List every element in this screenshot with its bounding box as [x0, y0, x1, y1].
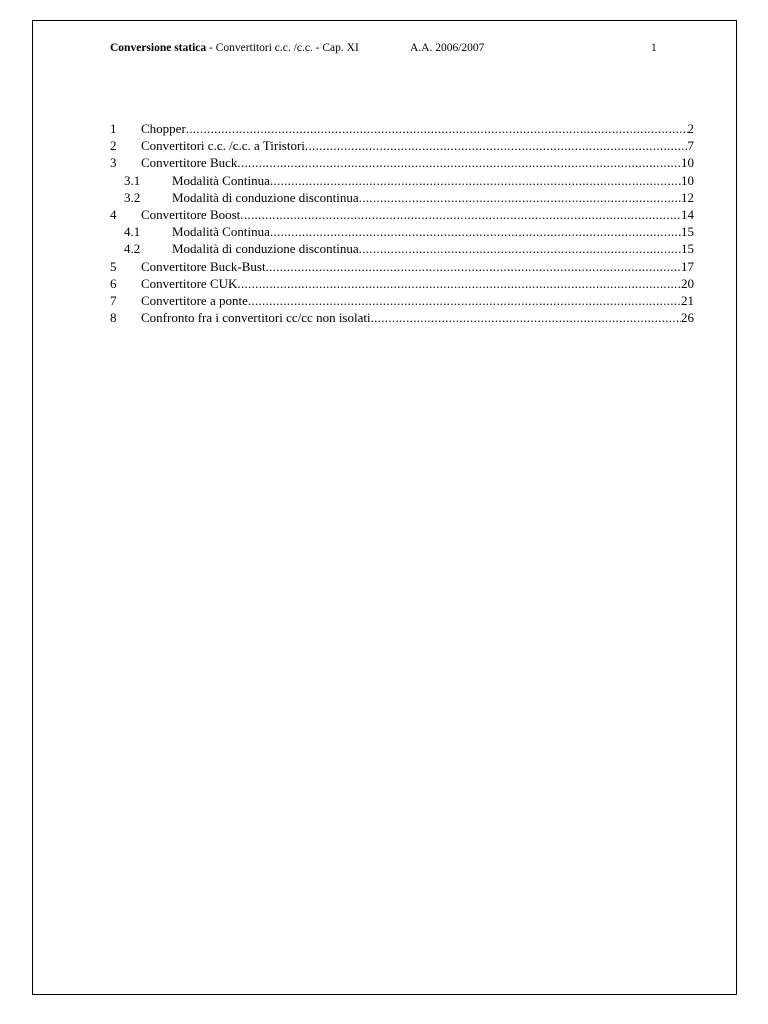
toc-entry-number: 1	[110, 121, 117, 136]
toc-entry[interactable]	[110, 275, 694, 292]
toc-entry-title[interactable]: Convertitori c.c. /c.c. a Tiristori	[141, 138, 305, 154]
toc-entry-page: 15	[681, 224, 694, 240]
toc-entry-page: 26	[681, 310, 694, 326]
header-academic-year: A.A. 2006/2007	[410, 42, 485, 54]
toc-entry-number: 2	[110, 138, 117, 154]
page-header	[110, 40, 660, 56]
toc-dot-leader	[237, 154, 681, 171]
toc-entry[interactable]	[110, 154, 694, 171]
toc-dot-leader	[270, 172, 681, 189]
toc-entry-title[interactable]: Modalità Continua	[172, 224, 270, 240]
header-title-bold: Conversione statica	[110, 42, 207, 54]
table-of-contents	[110, 120, 694, 326]
header-page-number: 1	[651, 42, 657, 54]
toc-entry-page: 21	[681, 292, 694, 308]
toc-entry-title[interactable]: Convertitore a ponte	[141, 292, 248, 308]
toc-entry-page: 15	[681, 241, 694, 257]
toc-dot-leader	[240, 206, 681, 223]
toc-entry[interactable]	[110, 258, 694, 275]
toc-subentry[interactable]	[110, 172, 694, 189]
toc-dot-leader	[359, 189, 681, 206]
toc-entry[interactable]	[110, 120, 694, 137]
toc-entry[interactable]	[110, 206, 694, 223]
toc-entry-title[interactable]: Convertitore CUK	[141, 275, 238, 291]
toc-entry-title[interactable]: Convertitore Buck	[141, 155, 238, 171]
toc-entry-number: 8	[110, 310, 117, 326]
toc-entry-number: 5	[110, 258, 117, 274]
toc-entry-number: 6	[110, 275, 117, 291]
toc-entry-number: 4.2	[124, 241, 141, 257]
toc-entry-title[interactable]: Modalità Continua	[172, 172, 270, 188]
toc-entry-page: 10	[681, 172, 694, 188]
toc-dot-leader	[359, 240, 681, 257]
toc-entry-title[interactable]: Modalità di conduzione discontinua	[172, 241, 359, 257]
toc-dot-leader	[270, 223, 681, 240]
toc-entry-number: 3.2	[124, 189, 141, 205]
toc-entry-page: 2	[687, 121, 694, 136]
toc-entry[interactable]	[110, 292, 694, 309]
toc-dot-leader	[371, 309, 681, 326]
toc-entry-number: 3.1	[124, 172, 141, 188]
header-title-rest: - Convertitori c.c. /c.c. - Cap. XI	[206, 42, 359, 54]
toc-entry-title[interactable]: Confronto fra i convertitori cc/cc non isolati	[141, 310, 371, 326]
toc-entry-number: 4	[110, 206, 117, 222]
toc-dot-leader	[305, 137, 688, 154]
toc-subentry[interactable]	[110, 189, 694, 206]
toc-subentry[interactable]	[110, 240, 694, 257]
toc-entry-number: 7	[110, 292, 117, 308]
toc-dot-leader	[237, 275, 681, 292]
toc-subentry[interactable]	[110, 223, 694, 240]
toc-entry-title[interactable]: Chopper	[141, 121, 186, 136]
toc-entry-page: 10	[681, 155, 694, 171]
toc-entry[interactable]	[110, 309, 694, 326]
toc-entry-title[interactable]: Convertitore Buck-Bust	[141, 258, 266, 274]
toc-entry-number: 3	[110, 155, 117, 171]
toc-entry-page: 17	[681, 258, 694, 274]
toc-entry-page: 12	[681, 189, 694, 205]
toc-entry-page: 14	[681, 206, 694, 222]
toc-dot-leader	[186, 120, 688, 137]
toc-entry-number: 4.1	[124, 224, 141, 240]
toc-entry[interactable]	[110, 137, 694, 154]
toc-entry-page: 20	[681, 275, 694, 291]
toc-dot-leader	[266, 258, 681, 275]
toc-entry-page: 7	[687, 138, 694, 154]
toc-entry-title[interactable]: Convertitore Boost	[141, 206, 241, 222]
toc-entry-title[interactable]: Modalità di conduzione discontinua	[172, 189, 359, 205]
toc-dot-leader	[248, 292, 681, 309]
